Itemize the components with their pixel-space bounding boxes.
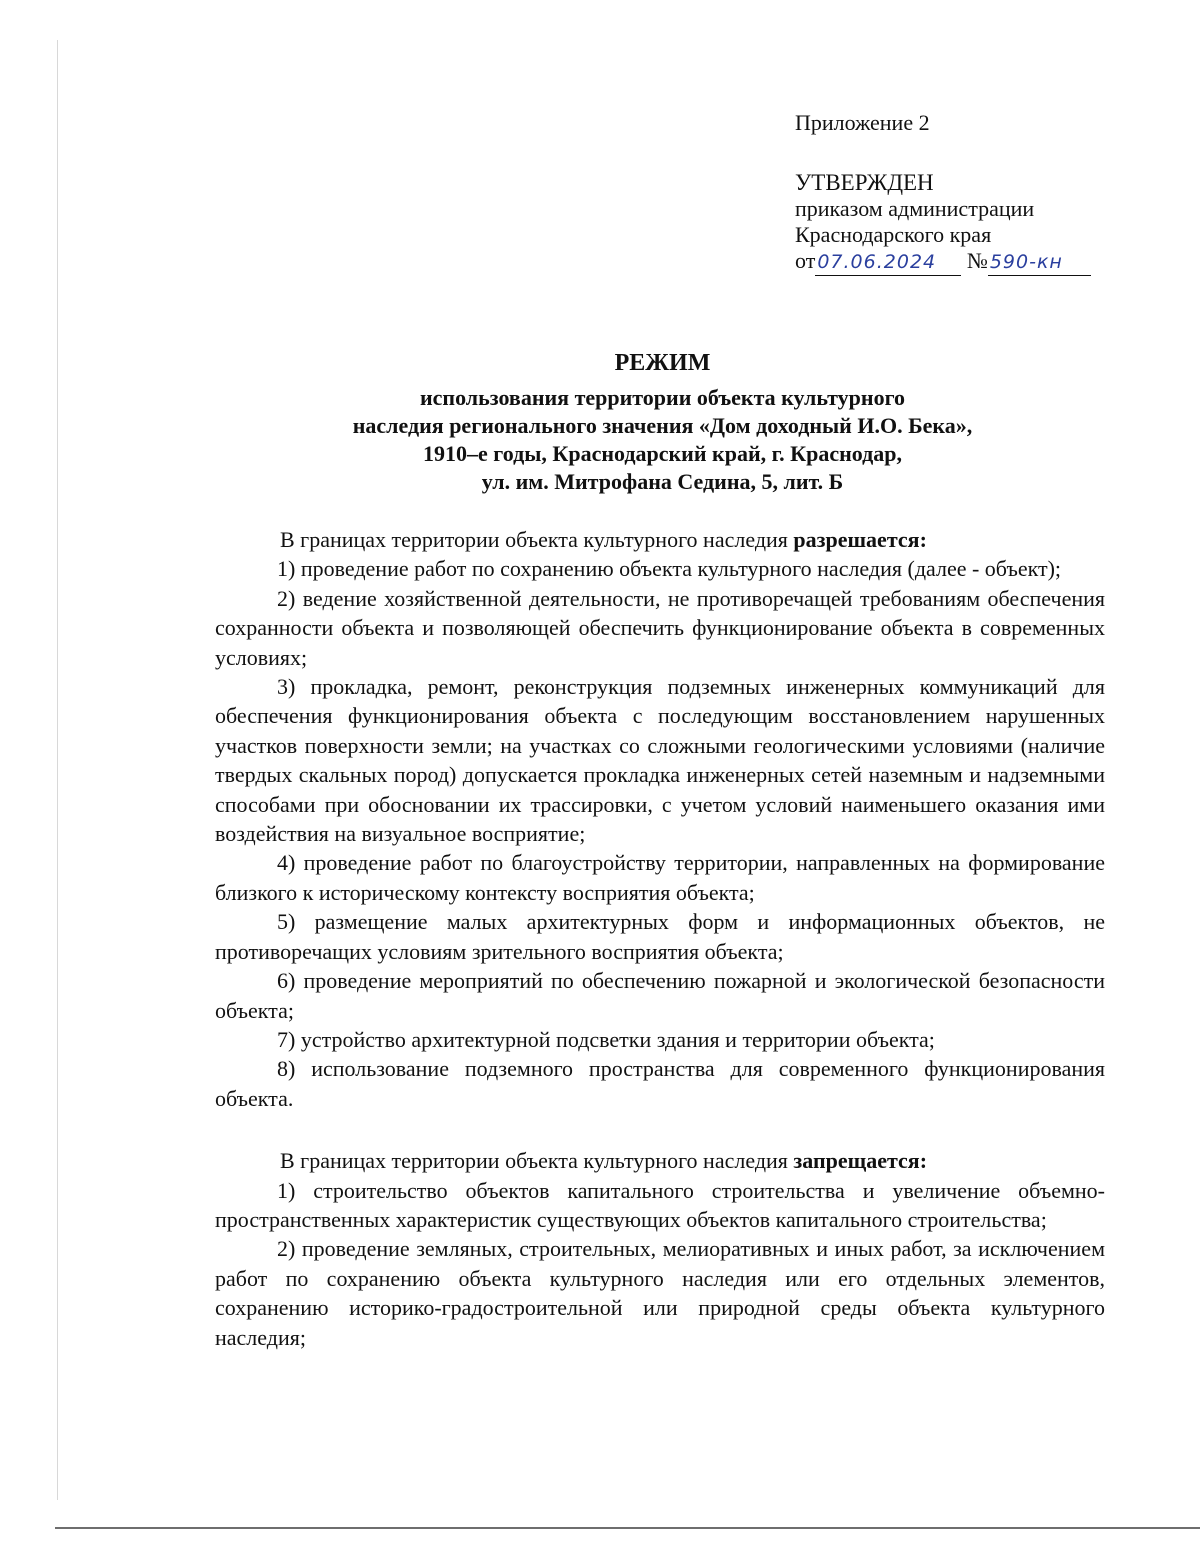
approval-block [795,110,1091,276]
allowed-heading [215,525,1105,554]
allowed-intro: В границах территории объекта культурного наследия [280,527,794,552]
allowed-item: 2) ведение хозяйственной деятельности, не противоречащей требованиям обеспечения сохранности объекта и позволяющей обеспечить функционирование объекта в современных условиях; [215,585,1105,670]
prohibited-item: 1) строительство объектов капитального строительства и увеличение объемно-пространственных характеристик существующих объектов капитального строительства; [215,1177,1105,1232]
approval-line-2: Краснодарского края [795,222,992,247]
subtitle-line: использования территории объекта культурного [419,385,906,410]
handwritten-number: 590-кн [988,249,1091,276]
scan-edge-left [57,40,58,1500]
allowed-item: 3) прокладка, ремонт, реконструкция подземных инженерных коммуникаций для обеспечения функционирования объекта с последующим восстановлением нарушенных участков поверхности земли; на участках со сложными геологическими условиями (наличие твердых скальных пород) допускается прокладка инженерных сетей наземным и надземными способами при обосновании их трассировки, с учетом условий наименьшего оказания ими воздействия на визуальное восприятие; [215,674,1105,847]
allowed-item: 1) проведение работ по сохранению объекта культурного наследия (далее - объект); [277,556,1062,582]
allowed-item: 5) размещение малых архитектурных форм и информационных объектов, не противоречащих условиям зрительного восприятия объекта; [215,909,1105,964]
document-title: РЕЖИМ [614,350,711,376]
handwritten-date: 07.06.2024 [815,249,961,276]
allowed-item: 8) использование подземного пространства для современного функционирования объекта. [215,1056,1105,1111]
section-gap [215,1113,1105,1146]
document-title-block [215,349,1110,496]
approved-label: УТВЕРЖДЕН [795,170,934,195]
allowed-item: 4) проведение работ по благоустройству территории, направленных на формирование близкого к историческому контексту восприятия объекта; [215,850,1105,905]
prohibited-item: 2) проведение земляных, строительных, мелиоративных и иных работ, за исключением работ по сохранению объекта культурного наследия или его отдельных элементов, сохранению историко-градостроительной или природной среды объекта культурного наследия; [215,1236,1105,1350]
allowed-item: 6) проведение мероприятий по обеспечению пожарной и экологической безопасности объекта; [215,968,1105,1023]
prohibited-keyword: запрещается: [793,1148,928,1174]
prohibited-heading [215,1146,1105,1175]
document-body [215,525,1105,1352]
prohibited-intro: В границах территории объекта культурного наследия [280,1148,794,1174]
allowed-keyword: разрешается: [793,527,927,552]
number-prefix: № [966,248,988,273]
subtitle-line: 1910–е годы, Краснодарский край, г. Краснодар, [423,441,902,466]
date-prefix: от [795,248,816,273]
subtitle-line: ул. им. Митрофана Седина, 5, лит. Б [481,469,844,494]
approval-line-1: приказом администрации [795,196,1035,221]
allowed-item: 7) устройство архитектурной подсветки здания и территории объекта; [277,1026,935,1052]
subtitle-line: наследия регионального значения «Дом доходный И.О. Бека», [352,413,973,438]
order-line [795,248,1091,276]
appendix-label: Приложение 2 [795,110,930,135]
scan-edge-bottom [55,1527,1200,1529]
